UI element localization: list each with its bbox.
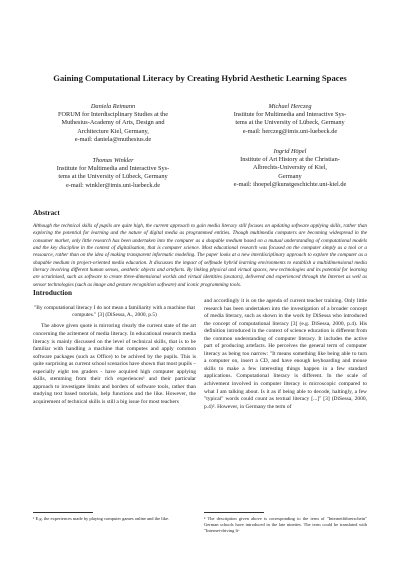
author-email: e-mail: daniela@muthesius.de [74,135,152,143]
author-affiliation-line: Institute of Art History at the Christian- [240,156,340,164]
author-email: e-mail: winkler@imis.uni-luebeck.de [65,181,161,189]
author-affiliation-line: Architecture Kiel, Germany, [77,127,149,135]
author-block-winkler [28,157,198,190]
author-affiliation-line: Germany [278,172,302,180]
author-affiliation-line: FORUM for Interdisciplinary Studies at the [57,111,168,119]
author-name: Thomas Winkler [92,157,134,164]
author-block-reimann [28,103,198,144]
author-affiliation-line: Institute for Multimedia and Interactive Sys- [56,165,170,173]
abstract-text: Although the technical skills of pupils are quite high, the current approach to gain media literacy still focuses on updating software applying skills, rather than exploring the potential for learning and the nature of digital media as programmed entities. Though multimedia computers are becoming widespread in the consumer market, only little research has been undertaken into the computer as a shapable medium based on a mutual understanding of computational models and the key discipline in the context of digitalisation, that is computer science. Most educational research was focused on the computer simply as a tool or a ressource, rather than on the idea of making transparent informatic modeling. The paper looks at a new interdisciplinary approach to explore the computer as a shapable medium in project-oriented media education. It discusses the impact of selfmade hybrid learning environments to establish a multidimensional media literacy involving different human senses, aesthetic objects and artefacts. By linking physical and virtual spaces, new technologies and its potential for learning are scrutinised, such as software to create three-dimensional worlds and virtual identities (avatars), delivered and experienced through the Internet as well as sensor technologies (such as image and gesture recognition software) and iconic programming tools. [33,223,367,288]
footnote-rule [204,512,264,513]
author-block-herczeg [205,103,375,136]
author-name: Michael Herczeg [268,103,312,110]
paper-title: Gaining Computational Literacy by Creating Hybrid Aesthetic Learning Spaces [53,73,347,83]
footnote-left [33,512,183,522]
footnote-text: ¹ E.g. the experiences made by playing computer games online and the like. [33,516,170,521]
author-affiliation-line: tems at the University of Lübeck, Germany [58,173,168,181]
author-email: e-mail: herczeg@imis.uni-luebeck.de [242,127,338,135]
author-block-hoepel [205,148,375,189]
abstract-heading: Abstract [33,209,60,217]
left-column [33,305,196,406]
introduction-heading: Introduction [33,289,73,297]
author-affiliation-line: Muthesius-Academy of Arts, Design and [61,119,165,127]
epigraph-quote: "By computational literacy I do not mean a familiarity with a machine that computes." [3] (DiSessa, A., 2000, p.5) [34,305,195,319]
author-name: Daniela Reimann [90,103,136,110]
author-affiliation-line: tems at the University of Lübeck, Germany [235,119,345,127]
footnote-rule [33,512,93,513]
author-affiliation-line: Albrechts-University of Kiel, [253,164,327,172]
body-paragraph: The above given quote is mirroring clearly the current state of the art concerning the acitement of media literacy. In educational research media literacy is mainly discussed on the level of technical skills, that is to be familiar with handling a machine that computes and apply common software packages (such as Office) to be achived by the pupils. This is quite surprising as current school scenarios have shown that most pupils – especially eight ten graders - have acquired high computer applying skills, stemming from their rich experiences¹ and their particular approach to investigate limits and borders of software tools, rather than studying text based tutorials, help functions and the like. However, the acquirement of technical skills is still a big issue for most teachers [33,323,196,405]
author-name: Ingrid Höpel [273,148,307,155]
author-email: e-mail: ihoepel@kunstgeschichte.uni-kiel.de [233,180,347,188]
body-paragraph: and accordingly it is on the agenda of current teacher training. Only little research has been undertaken into the investigation of a broader concept of media literacy, such as shown in the work by DiSessa who introduced the concept of computational literacy [3] (e.g. DiSessa, 2000, p.4). His definition introduced in the context of science education is different from the common understanding of computer literacy. It includes the active part of producing artefacts. He perceives the general term of computer literacy as being too narrow: "It means something like being able to turn a computer on, insert a CD, and have enough keyboarding and mouse skills to make a few interesting things happen in a few standard applications. Computational literacy is different. In the scale of achivement involved in computer literacy is microscopic compared to what I am talking about. Is it as if being able to decode, haltingly, a few "typical" words could count as textual literacy [...]" [3] (DiSessa, 2000, p.4)². However, in Germany the term of [204,298,367,410]
footnote-text: ² The description given above is corresponding to the term of "Internetführerschein" German schools have introduced in the late nineties. The term could be translated with "Internet-driving li- [204,516,367,533]
author-affiliation-line: Institute for Multimedia and Interactive Sys- [233,111,347,119]
right-column [204,298,367,411]
footnote-right [204,512,367,534]
